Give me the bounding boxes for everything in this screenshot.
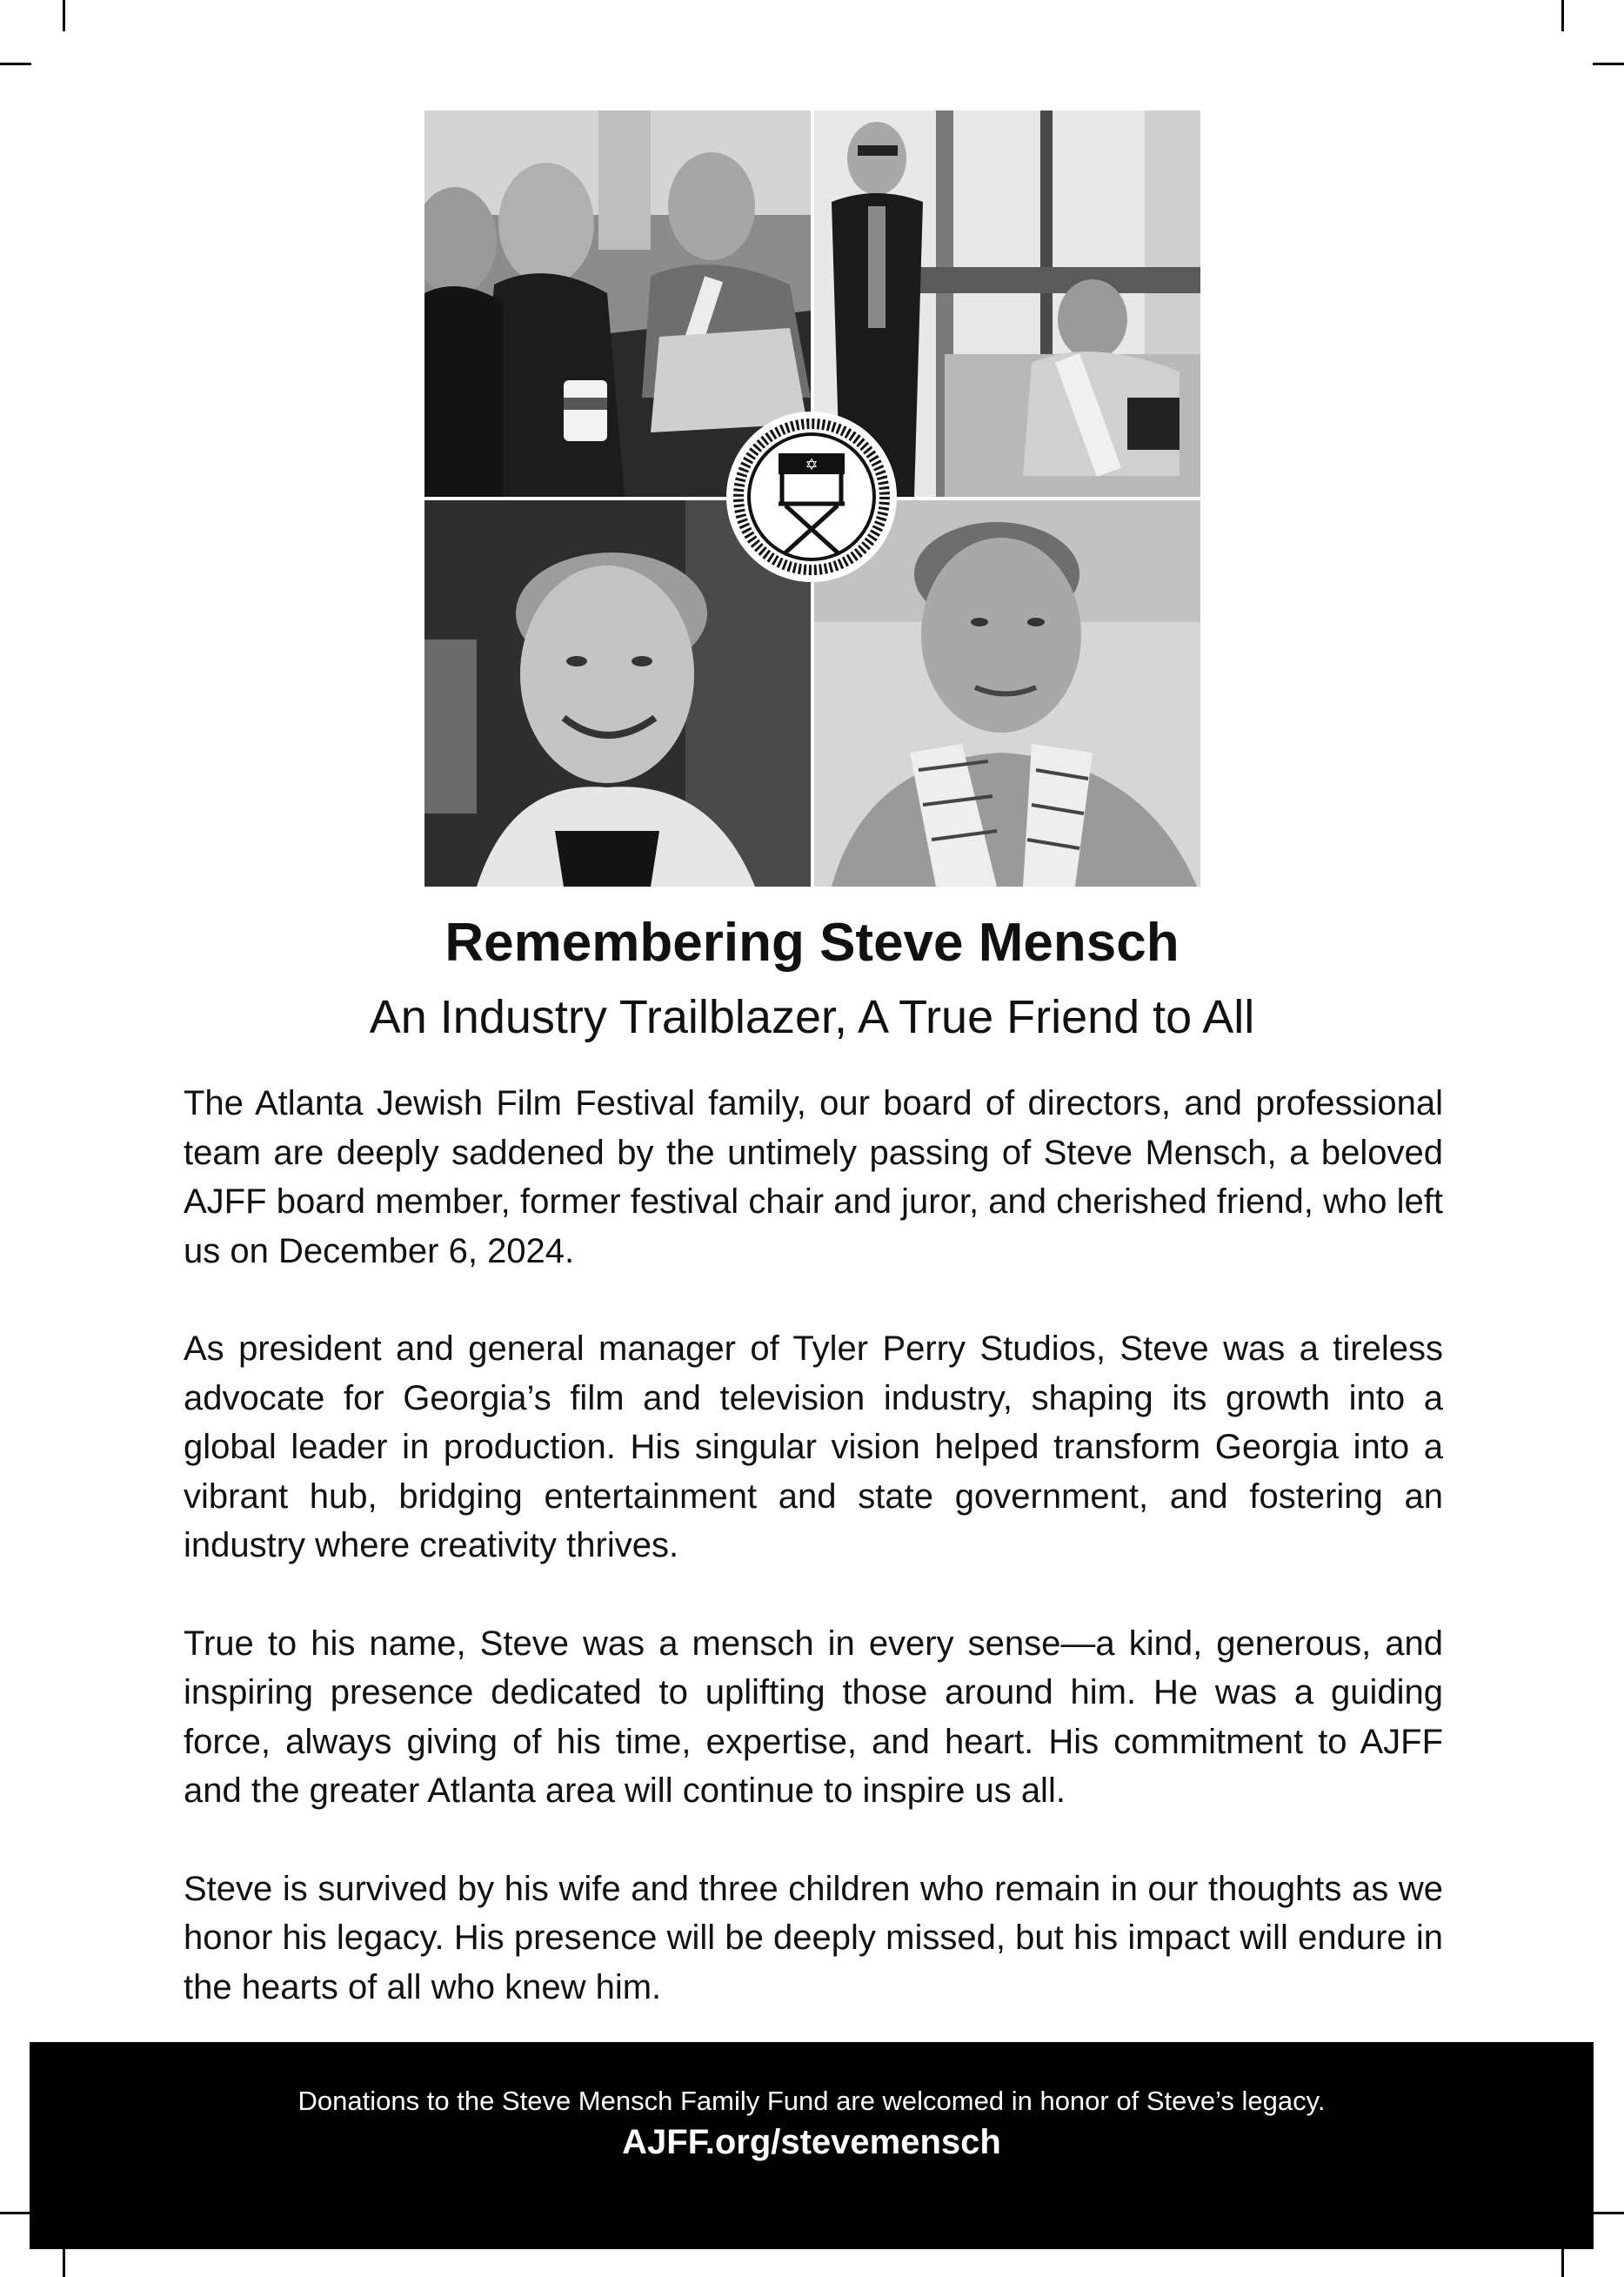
crop-mark bbox=[0, 2212, 31, 2214]
photo-collage bbox=[424, 111, 1200, 887]
page-subtitle: An Industry Trailblazer, A True Friend to All bbox=[369, 991, 1255, 1043]
crop-mark bbox=[1561, 2246, 1564, 2277]
tribute-paragraph: As president and general manager of Tyler Perry Studios, Steve was a tireless advocate for Georgia’s film and television industry, shaping its growth into a global leader in production. His singular vision helped transform Georgia into a vibrant hub, bridging entertainment and state government, and fostering an industry where creativity thrives. bbox=[184, 1329, 1443, 1564]
crop-mark bbox=[1593, 63, 1624, 65]
crop-mark bbox=[1593, 2212, 1624, 2214]
tribute-paragraph: The Atlanta Jewish Film Festival family, our board of directors, and professional team are deeply saddened by the untimely passing of Steve Mensch, a beloved AJFF board member, former festival chair and juror, and cherished friend, who left us on December 6, 2024. bbox=[184, 1084, 1443, 1270]
crop-mark bbox=[0, 63, 31, 65]
star-of-david-glyph: ✡ bbox=[805, 456, 819, 474]
crop-mark bbox=[1561, 0, 1564, 31]
tribute-paragraph: Steve is survived by his wife and three children who remain in our thoughts as we honor his legacy. His presence will be deeply missed, but his impact will endure in the hearts of all who knew him. bbox=[184, 1869, 1443, 2006]
donation-footer bbox=[30, 2042, 1594, 2249]
page-title: Remembering Steve Mensch bbox=[444, 913, 1180, 973]
directors-chair-star-of-david-icon bbox=[725, 410, 899, 584]
donation-link[interactable]: AJFF.org/stevemensch bbox=[622, 2123, 1001, 2161]
tribute-paragraph: True to his name, Steve was a mensch in every sense—a kind, generous, and inspiring presence dedicated to uplifting those around him. He was a guiding force, always giving of his time, expertise, and heart. His commitment to AJFF and the greater Atlanta area will continue to inspire us all. bbox=[184, 1624, 1443, 1810]
crop-mark bbox=[63, 2246, 65, 2277]
donation-note: Donations to the Steve Mensch Family Fund are welcomed in honor of Steve’s legacy. bbox=[297, 2086, 1326, 2116]
crop-mark bbox=[63, 0, 65, 31]
tribute-body bbox=[184, 1079, 1443, 2060]
